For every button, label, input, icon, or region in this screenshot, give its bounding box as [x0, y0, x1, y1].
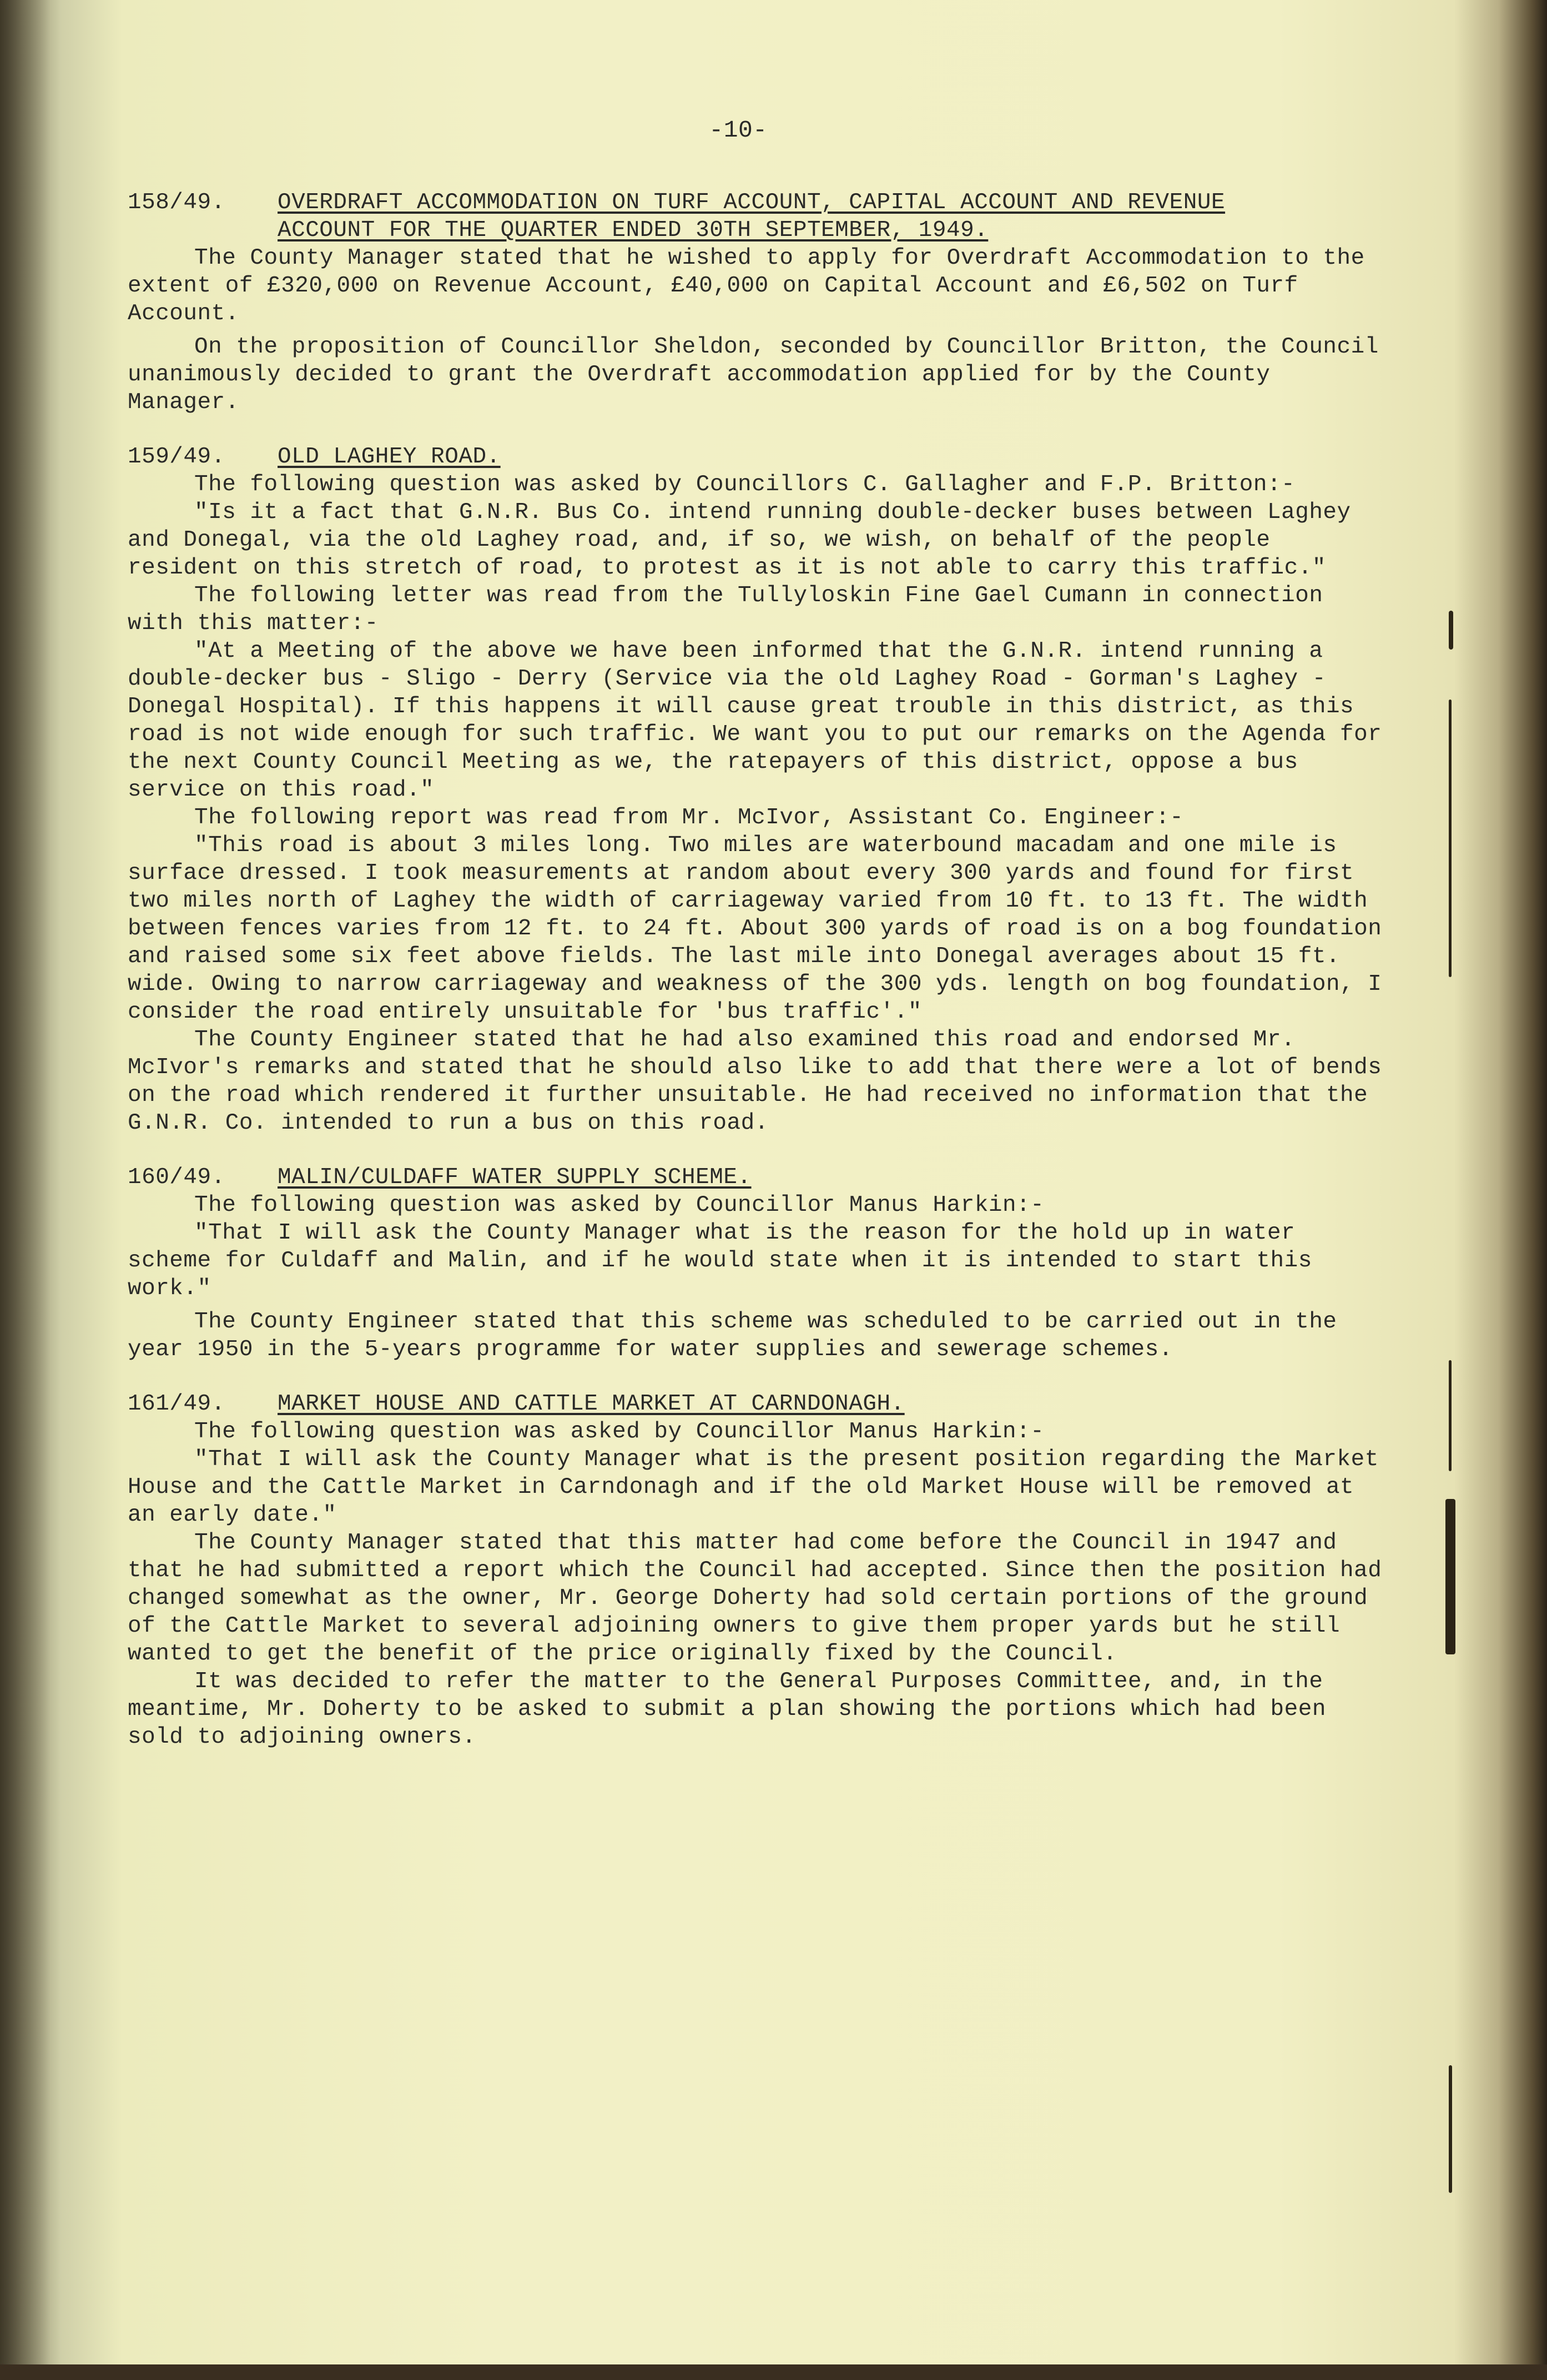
minute-item [128, 189, 1382, 416]
item-title [278, 189, 1225, 244]
paragraph: The County Engineer stated that this scheme was scheduled to be carried out in the year 1950 in the 5-years programme for water supplies and sewerage schemes. [128, 1309, 1337, 1362]
margin-ink-marks [1443, 611, 1465, 2165]
item-heading [128, 443, 1382, 471]
paragraph: The County Manager stated that this matter had come before the Council in 1947 and that he had submitted a report which the Council had accepted. Since then the position had changed somewhat as the owner, Mr. George Doherty had sold certain portions of the ground of the Cattle Market to several adjoining owners to give them proper yards but he still wanted to get the benefit of the price originally fixed by the Council. [128, 1530, 1382, 1667]
quoted-paragraph: "Is it a fact that G.N.R. Bus Co. intend running double-decker buses between Laghey and Donegal, via the old Laghey road, and, if so, we wish, on behalf of the people resident on this stretch of road, to protest as it is not able to carry this traffic." [128, 500, 1351, 581]
paragraph: The following question was asked by Councillor Manus Harkin:- [194, 1419, 1045, 1445]
item-title: MALIN/CULDAFF WATER SUPPLY SCHEME. [278, 1165, 752, 1190]
item-heading [128, 189, 1382, 244]
item-title-line: ACCOUNT FOR THE QUARTER ENDED 30TH SEPTEMBER, 1949. [278, 218, 989, 243]
item-number: 160/49. [128, 1165, 225, 1190]
item-heading [128, 1164, 1382, 1191]
paragraph: It was decided to refer the matter to the General Purposes Committee, and, in the meantime, Mr. Doherty to be asked to submit a plan showing the portions which had been sold to adjoining owners. [128, 1669, 1326, 1750]
paragraph: The following question was asked by Councillor Manus Harkin:- [194, 1192, 1045, 1218]
page-bottom-edge [0, 2364, 1547, 2380]
quoted-paragraph: "That I will ask the County Manager what is the present position regarding the Market House and the Cattle Market in Carndonagh and if the old Market House will be removed at an early date." [128, 1447, 1379, 1528]
quoted-paragraph: "At a Meeting of the above we have been informed that the G.N.R. intend running a double-decker bus - Sligo - Derry (Service via the old Laghey Road - Gorman's Laghey - Donegal Hospital). If this happens it will cause great trouble in this district, as this road is not wide enough for such traffic. We want you to put our remarks on the Agenda for the next County Council Meeting as we, the ratepayers of this district, oppose a bus service on this road." [128, 638, 1382, 803]
item-heading [128, 1390, 1382, 1418]
paragraph: The County Manager stated that he wished to apply for Overdraft Accommodation to the extent of £320,000 on Revenue Account, £40,000 on Capital Account and £6,502 on Turf Account. [128, 245, 1365, 326]
minute-item [128, 443, 1382, 1137]
item-title: MARKET HOUSE AND CATTLE MARKET AT CARNDONAGH. [278, 1391, 905, 1417]
minute-item [128, 1164, 1382, 1363]
item-title-line: OVERDRAFT ACCOMMODATION ON TURF ACCOUNT, CAPITAL ACCOUNT AND REVENUE [278, 190, 1226, 215]
page-number: -10- [709, 117, 768, 144]
paragraph: On the proposition of Councillor Sheldon, seconded by Councillor Britton, the Council unanimously decided to grant the Overdraft accommodation applied for by the County Manager. [128, 334, 1379, 415]
quoted-paragraph: "This road is about 3 miles long. Two miles are waterbound macadam and one mile is surface dressed. I took measurements at random about every 300 yards and found for first two miles north of Laghey the width of carriageway varied from 10 ft. to 13 ft. The width between fences varies from 12 ft. to 24 ft. About 300 yards of road is on a bog foundation and raised some six feet above fields. The last mile into Donegal averages about 15 ft. wide. Owing to narrow carriageway and weakness of the 300 yds. length on bog foundation, I consider the road entirely unsuitable for 'bus traffic'." [128, 833, 1382, 1025]
quoted-paragraph: "That I will ask the County Manager what is the reason for the hold up in water scheme for Culdaff and Malin, and if he would state when it is intended to start this work." [128, 1220, 1312, 1301]
item-number: 159/49. [128, 444, 225, 470]
paragraph: The following question was asked by Councillors C. Gallagher and F.P. Britton:- [194, 472, 1296, 497]
minute-item [128, 1390, 1382, 1751]
paragraph: The following report was read from Mr. McIvor, Assistant Co. Engineer:- [194, 805, 1184, 831]
item-number: 161/49. [128, 1391, 225, 1417]
paragraph: The County Engineer stated that he had also examined this road and endorsed Mr. McIvor's remarks and stated that he should also like to add that there were a lot of bends on the road which rendered it further unsuitable. He had received no information that the G.N.R. Co. intended to run a bus on this road. [128, 1027, 1382, 1136]
item-title: OLD LAGHEY ROAD. [278, 444, 501, 470]
binding-shadow [0, 0, 50, 2380]
document-body [128, 117, 1382, 1778]
item-number: 158/49. [128, 190, 225, 215]
paragraph: The following letter was read from the Tullyloskin Fine Gael Cumann in connection with this matter:- [128, 583, 1323, 636]
